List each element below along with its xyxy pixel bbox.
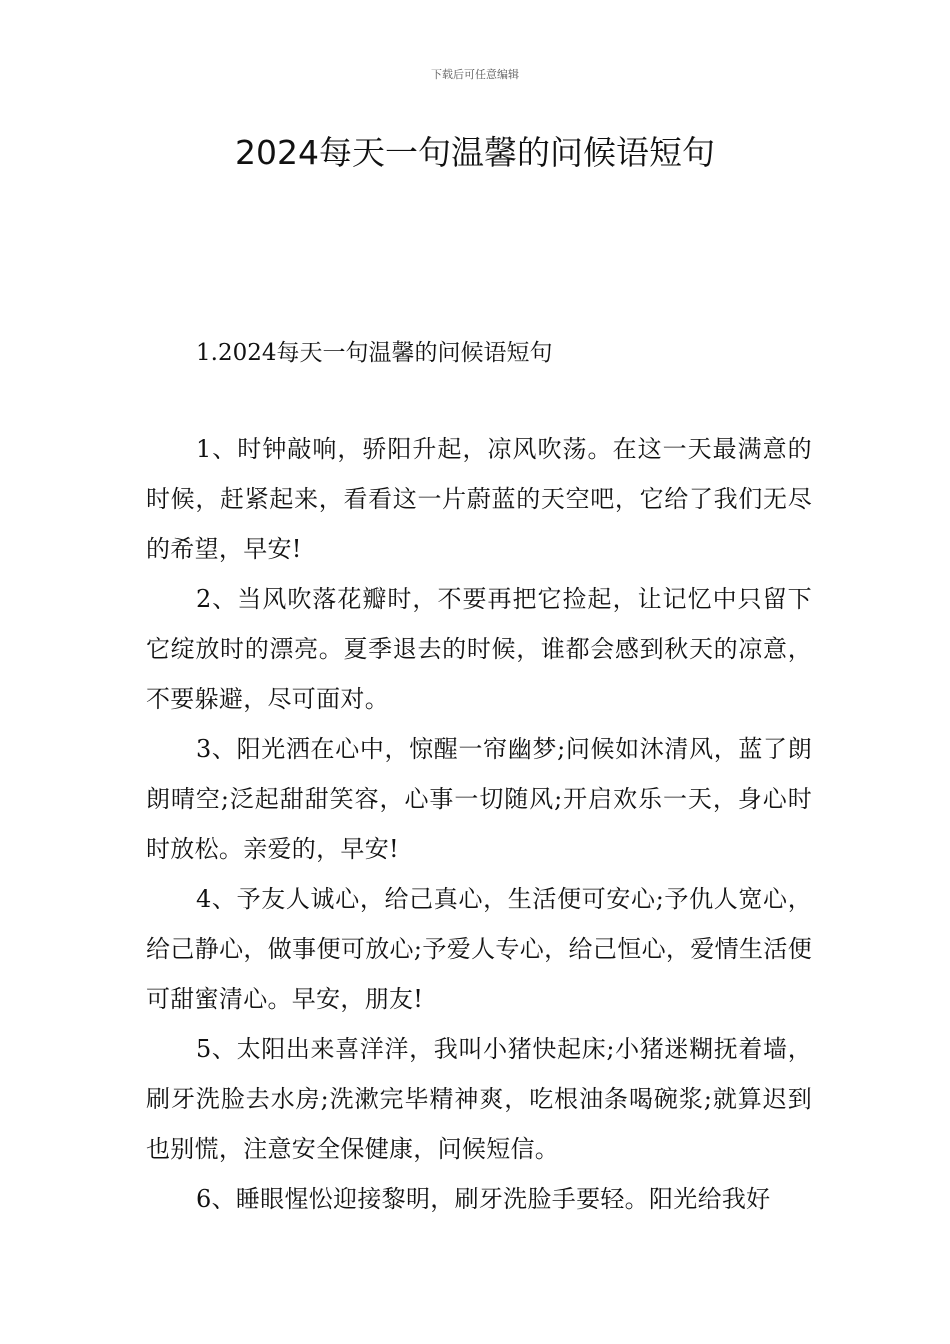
document-title: 2024每天一句温馨的问候语短句 xyxy=(235,133,715,172)
paragraph-3: 3、阳光洒在心中，惊醒一帘幽梦;问候如沐清风，蓝了朗朗晴空;泛起甜甜笑容，心事一切随风;开启欢乐一天，身心时时放松。亲爱的，早安! xyxy=(146,735,812,863)
paragraph-5: 5、太阳出来喜洋洋，我叫小猪快起床;小猪迷糊抚着墙，刷牙洗脸去水房;洗漱完毕精神爽，吃根油条喝碗浆;就算迟到也别慌，注意安全保健康，问候短信。 xyxy=(146,1035,812,1163)
document-body xyxy=(146,424,812,1224)
paragraph-4: 4、予友人诚心，给己真心，生活便可安心;予仇人宽心，给己静心，做事便可放心;予爱人专心，给己恒心，爱情生活便可甜蜜清心。早安，朋友! xyxy=(146,885,812,1013)
paragraph-6: 6、睡眼惺忪迎接黎明，刷牙洗脸手要轻。阳光给我好 xyxy=(196,1185,771,1213)
header-note: 下载后可任意编辑 xyxy=(431,68,519,81)
section-heading: 1.2024每天一句温馨的问候语短句 xyxy=(196,340,553,366)
paragraph-2: 2、当风吹落花瓣时，不要再把它捡起，让记忆中只留下它绽放时的漂亮。夏季退去的时候，谁都会感到秋天的凉意，不要躲避，尽可面对。 xyxy=(146,585,812,713)
paragraph-1: 1、时钟敲响，骄阳升起，凉风吹荡。在这一天最满意的时候，赶紧起来，看看这一片蔚蓝的天空吧，它给了我们无尽的希望，早安! xyxy=(146,435,812,563)
